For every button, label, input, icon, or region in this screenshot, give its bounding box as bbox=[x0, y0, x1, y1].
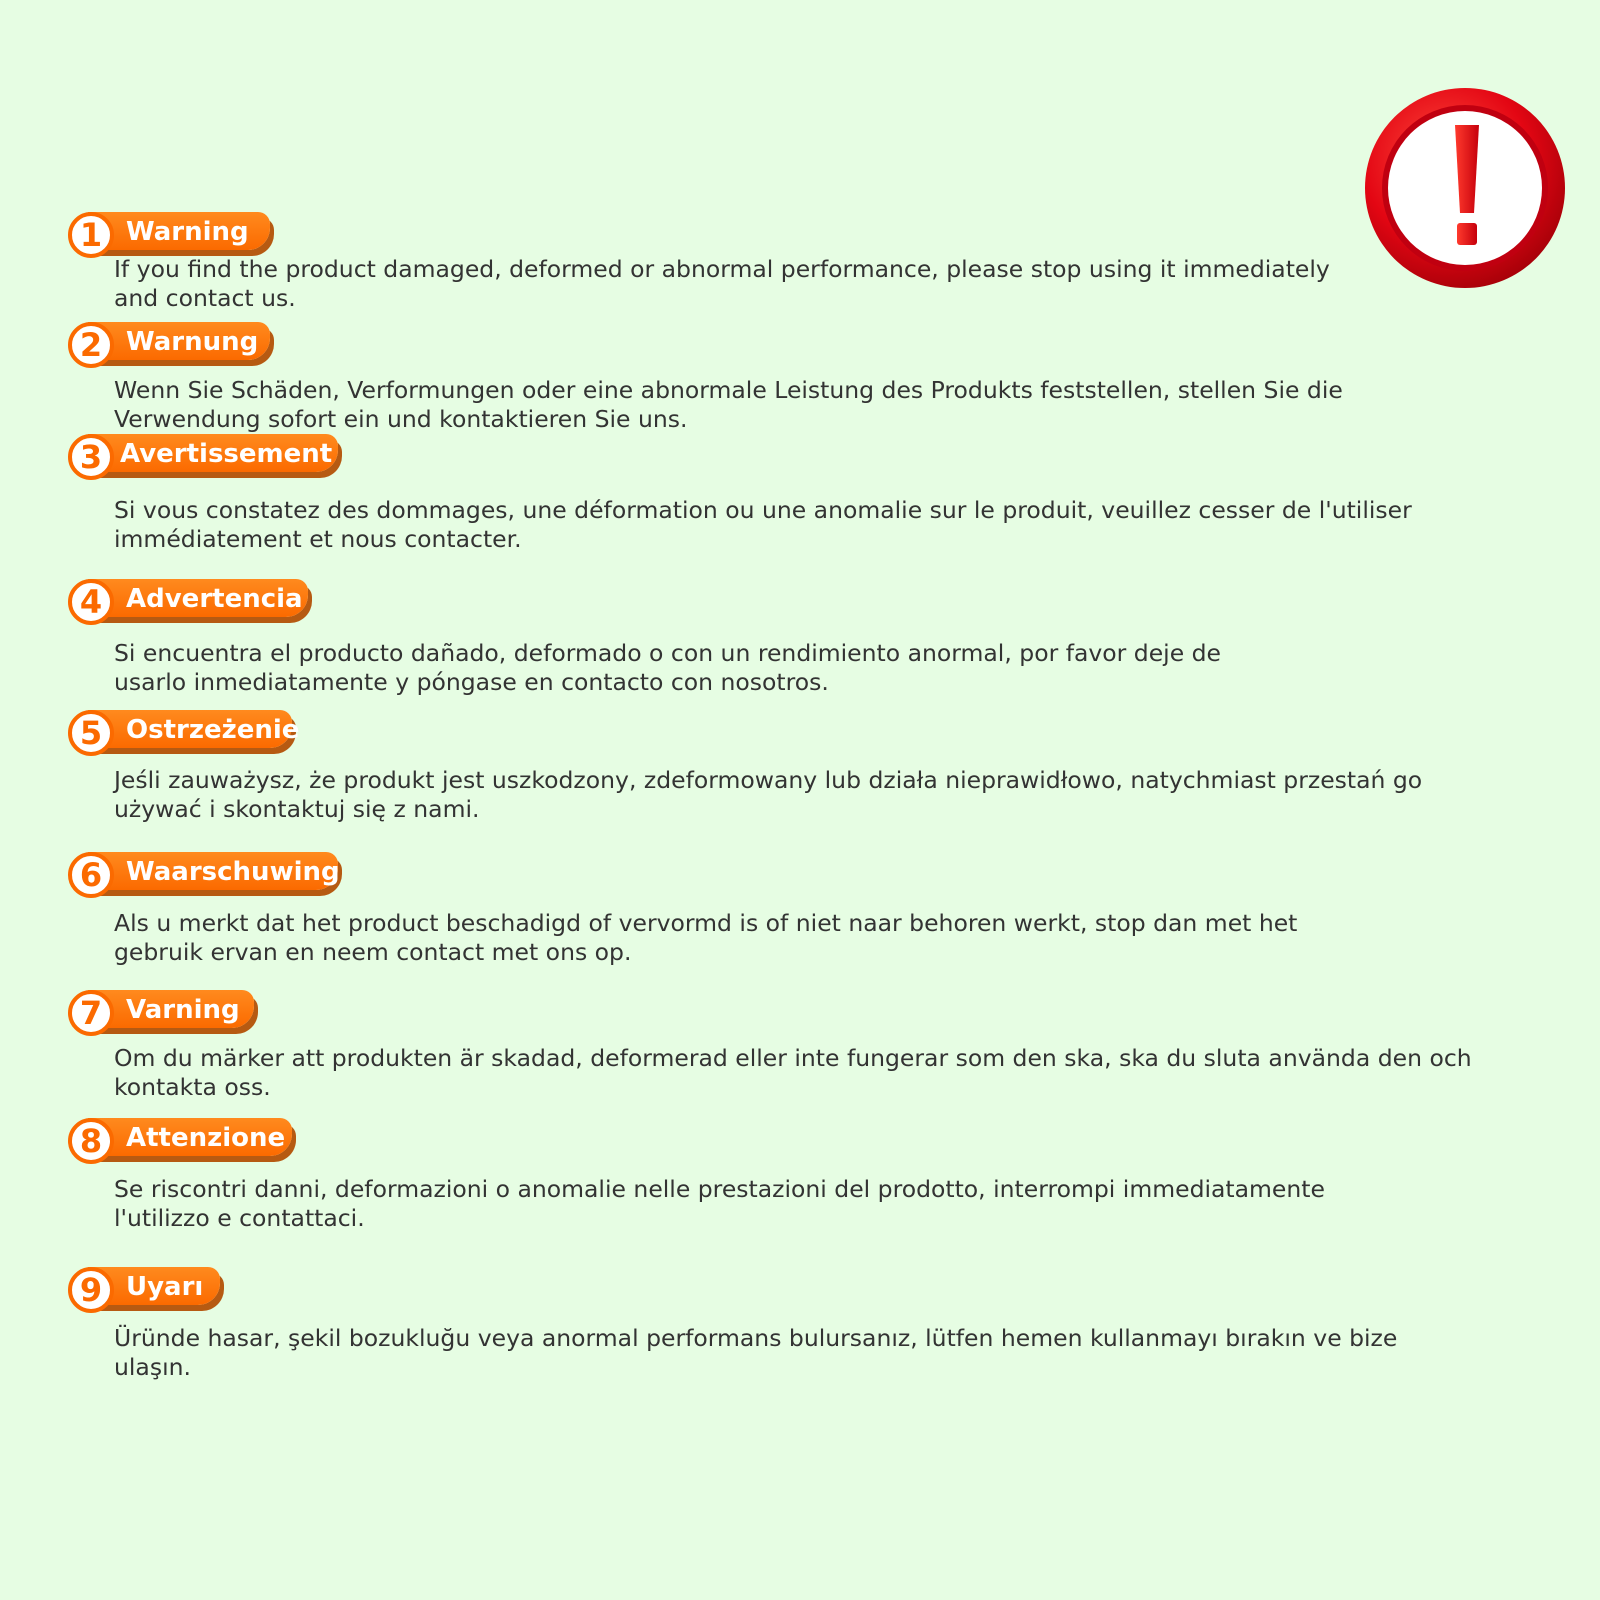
number-circle: 2 bbox=[68, 322, 114, 368]
warning-title: Advertencia bbox=[126, 584, 303, 614]
number-circle: 8 bbox=[68, 1118, 114, 1164]
number-circle: 3 bbox=[68, 434, 114, 480]
number-circle: 6 bbox=[68, 852, 114, 898]
warning-text: Jeśli zauważysz, że produkt jest uszkodzony, zdeformowany lub działa nieprawidłowo, natychmiast przestań go używać i skontaktuj się z nami. bbox=[114, 766, 1423, 823]
number-circle: 9 bbox=[68, 1267, 114, 1313]
warning-title: Ostrzeżenie bbox=[126, 715, 300, 745]
warning-text: Om du märker att produkten är skadad, deformerad eller inte fungerar som den ska, ska du sluta använda den och kontakta oss. bbox=[114, 1044, 1472, 1101]
exclamation-alert-icon bbox=[1362, 85, 1568, 291]
warning-text: Si encuentra el producto dañado, deformado o con un rendimiento anormal, por favor deje de usarlo inmediatamente y póngase en contacto con nosotros. bbox=[114, 639, 1222, 696]
warning-text: If you find the product damaged, deformed or abnormal performance, please stop using it immediately and contact us. bbox=[114, 255, 1330, 312]
warning-text: Üründe hasar, şekil bozukluğu veya anormal performans bulursanız, lütfen hemen kullanmayı bırakın ve bize ulaşın. bbox=[114, 1324, 1398, 1381]
warning-text: Wenn Sie Schäden, Verformungen oder eine abnormale Leistung des Produkts feststellen, stellen Sie die Verwendung sofort ein und kontaktieren Sie uns. bbox=[114, 376, 1343, 433]
warning-title: Waarschuwing bbox=[126, 857, 340, 887]
warning-title: Varning bbox=[126, 995, 240, 1025]
warning-title: Warning bbox=[126, 217, 249, 247]
warning-title: Attenzione bbox=[126, 1123, 286, 1153]
warning-title: Warnung bbox=[126, 327, 259, 357]
warning-title: Uyarı bbox=[126, 1272, 204, 1302]
number-circle: 4 bbox=[68, 579, 114, 625]
warning-text: Si vous constatez des dommages, une déformation ou une anomalie sur le produit, veuillez cesser de l'utiliser immédiatement et nous contacter. bbox=[114, 496, 1412, 553]
warning-title: Avertissement bbox=[120, 439, 333, 469]
number-circle: 1 bbox=[68, 212, 114, 258]
warning-text: Se riscontri danni, deformazioni o anomalie nelle prestazioni del prodotto, interrompi immediatamente l'utilizzo e contattaci. bbox=[114, 1175, 1325, 1232]
warning-text: Als u merkt dat het product beschadigd of vervormd is of niet naar behoren werkt, stop dan met het gebruik ervan en neem contact met ons op. bbox=[114, 909, 1298, 966]
number-circle: 7 bbox=[68, 990, 114, 1036]
number-circle: 5 bbox=[68, 710, 114, 756]
